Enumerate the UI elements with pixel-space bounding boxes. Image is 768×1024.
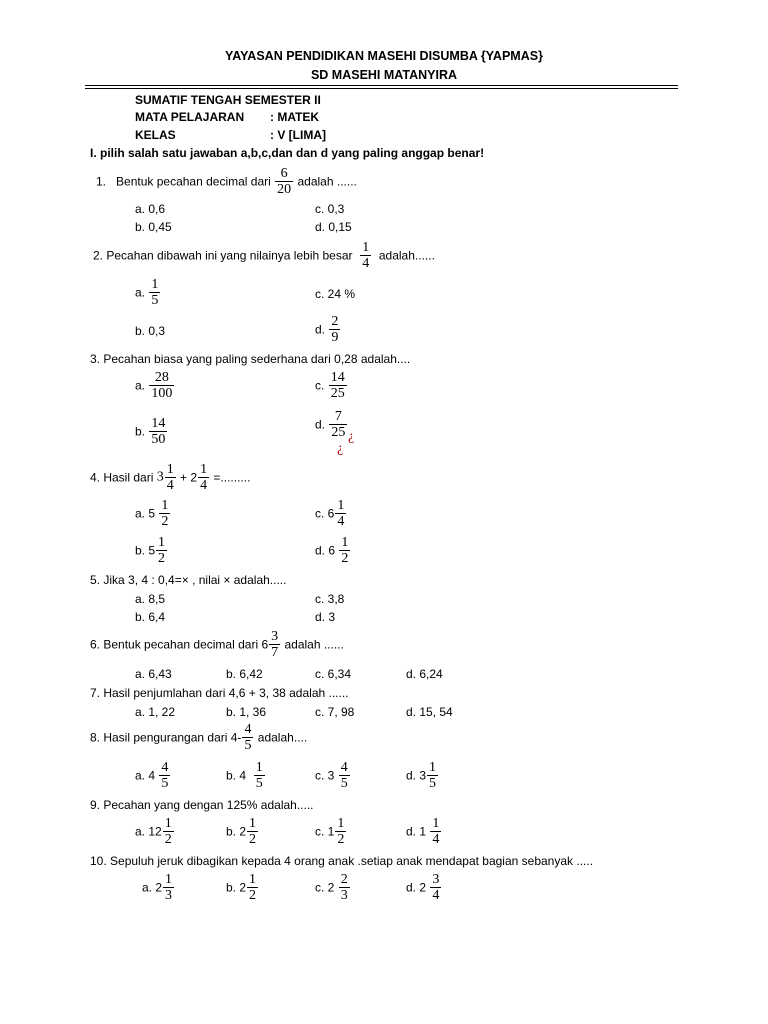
q3-option-d: d. $\frac{7}{25}$ bbox=[315, 409, 346, 440]
q4-option-b: b. 5 $\frac{1}{2}$ bbox=[135, 535, 166, 566]
q3-error-mark-2: ¿ bbox=[337, 441, 344, 456]
q8-option-c: c. 3 $\frac{4}{5}$ bbox=[315, 760, 348, 791]
q7-option-b: b. 1, 36 bbox=[226, 705, 267, 719]
q10-option-d: d. 2 $\frac{3}{4}$ bbox=[406, 872, 440, 903]
q4-option-c: c. 6 $\frac{1}{4}$ bbox=[315, 498, 345, 529]
q7-option-a: a. 1, 22 bbox=[135, 705, 176, 719]
q9-option-d: d. 1 $\frac{1}{4}$ bbox=[406, 816, 440, 847]
question-3: 3. Pecahan biasa yang paling sederhana dari 0,28 adalah.... bbox=[90, 352, 411, 366]
q1-option-c: c. 0,3 bbox=[315, 202, 345, 216]
q2-text-end: adalah...... bbox=[378, 248, 435, 263]
q5-option-c: c. 3,8 bbox=[315, 592, 345, 606]
q9-option-b: b. 2 $\frac{1}{2}$ bbox=[226, 816, 257, 847]
q2-option-b: b. 0,3 bbox=[135, 324, 166, 338]
question-7: 7. Hasil penjumlahan dari 4,6 + 3, 38 adalah ...... bbox=[90, 686, 349, 700]
q1-text: Bentuk pecahan decimal dari bbox=[116, 174, 271, 189]
q2-fraction: $\frac{1}{4}$ bbox=[362, 240, 370, 271]
q10-option-a: a. 2 $\frac{1}{3}$ bbox=[142, 872, 173, 903]
q9-option-c: c. 1 $\frac{1}{2}$ bbox=[315, 816, 345, 847]
school-name: SD MASEHI MATANYIRA bbox=[310, 68, 458, 82]
q10-option-c: c. 2 $\frac{2}{3}$ bbox=[315, 872, 348, 903]
exam-title: SUMATIF TENGAH SEMESTER II bbox=[135, 93, 321, 107]
q3-option-c: c. $\frac{14}{25}$ bbox=[315, 370, 345, 401]
question-10: 10. Sepuluh jeruk dibagikan kepada 4 orang anak .setiap anak mendapat bagian sebanyak ..... bbox=[90, 854, 594, 868]
q1-option-b: b. 0,45 bbox=[135, 220, 172, 234]
q8-option-a: a. 4 $\frac{4}{5}$ bbox=[135, 760, 169, 791]
q1-number: 1. bbox=[96, 174, 107, 189]
q1-fraction: $\frac{6}{20}$ bbox=[277, 166, 292, 197]
q1-option-d: d. 0,15 bbox=[315, 220, 352, 234]
q1-option-a: a. 0,6 bbox=[135, 202, 166, 216]
q5-option-a: a. 8,5 bbox=[135, 592, 166, 606]
class-value: : V [LIMA] bbox=[270, 128, 326, 142]
q6-option-d: d. 6,24 bbox=[406, 667, 443, 681]
q5-option-b: b. 6,4 bbox=[135, 610, 166, 624]
question-6: 6. Bentuk pecahan decimal dari 6 $\frac{3}{7}$ adalah ...... bbox=[90, 629, 344, 660]
school-foundation-title: YAYASAN PENDIDIKAN MASEHI DISUMBA {YAPMAS} bbox=[225, 49, 543, 63]
q6-option-b: b. 6,42 bbox=[226, 667, 263, 681]
q2-option-d: d. $\frac{2}{9}$ bbox=[315, 314, 339, 345]
subject-label: MATA PELAJARAN bbox=[135, 110, 245, 124]
instruction: I. pilih salah satu jawaban a,b,c,dan dan d yang paling anggap benar! bbox=[90, 146, 485, 160]
question-4: 4. Hasil dari 3 $\frac{1}{4}$ + 2 $\frac{1}{4}$ =......... bbox=[90, 462, 251, 493]
q3-option-b: b. $\frac{14}{50}$ bbox=[135, 416, 166, 447]
q7-option-c: c. 7, 98 bbox=[315, 705, 355, 719]
class-label: KELAS bbox=[135, 128, 176, 142]
q8-option-d: d. 3 $\frac{1}{5}$ bbox=[406, 760, 437, 791]
q7-option-d: d. 15, 54 bbox=[406, 705, 453, 719]
q10-option-b: b. 2 $\frac{1}{2}$ bbox=[226, 872, 257, 903]
q6-option-c: c. 6,34 bbox=[315, 667, 352, 681]
q3-option-a: a. $\frac{28}{100}$ bbox=[135, 370, 173, 401]
question-5: 5. Jika 3, 4 : 0,4=× , nilai × adalah..... bbox=[90, 573, 287, 587]
q2-text: 2. Pecahan dibawah ini yang nilainya lebih besar bbox=[93, 248, 353, 263]
question-1 bbox=[96, 166, 357, 197]
header-rule-top bbox=[85, 85, 678, 86]
header-rule-bottom bbox=[85, 88, 678, 89]
subject-value: : MATEK bbox=[270, 110, 320, 124]
q2-option-c: c. 24 % bbox=[315, 287, 356, 301]
question-8: 8. Hasil pengurangan dari 4- $\frac{4}{5}$ adalah.... bbox=[90, 722, 308, 753]
q9-option-a: a. 12 $\frac{1}{2}$ bbox=[135, 816, 172, 847]
question-9: 9. Pecahan yang dengan 125% adalah..... bbox=[90, 798, 314, 812]
q4-option-a: a. 5 $\frac{1}{2}$ bbox=[135, 498, 169, 529]
q2-option-a: a. $\frac{1}{5}$ bbox=[135, 277, 159, 308]
q3-error-mark-1: ¿ bbox=[348, 429, 355, 444]
question-2 bbox=[93, 240, 435, 271]
q1-text-end: adalah ...... bbox=[297, 174, 357, 189]
q5-option-d: d. 3 bbox=[315, 610, 336, 624]
q6-option-a: a. 6,43 bbox=[135, 667, 172, 681]
q4-option-d: d. 6 $\frac{1}{2}$ bbox=[315, 535, 349, 566]
q8-option-b: b. 4 $\frac{1}{5}$ bbox=[226, 760, 263, 791]
